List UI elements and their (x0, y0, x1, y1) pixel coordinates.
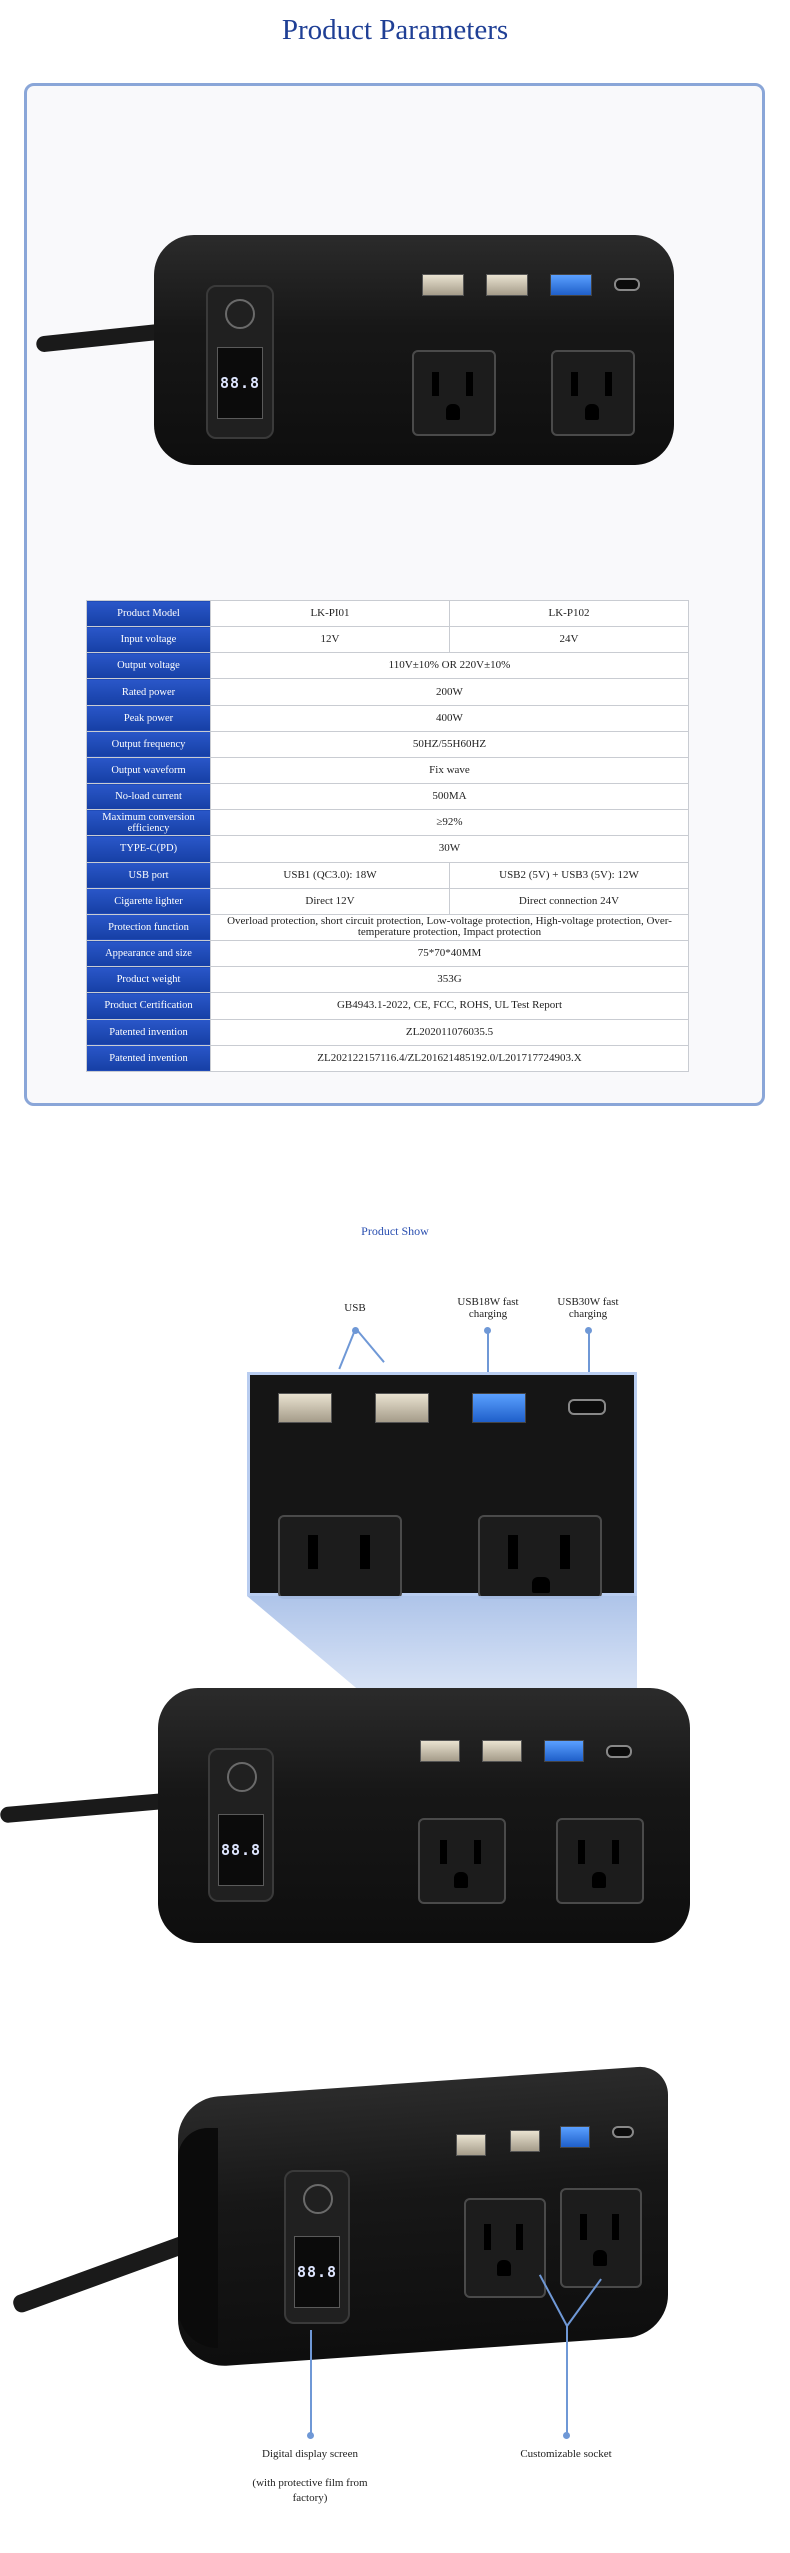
callout-line (588, 1330, 590, 1372)
spec-row (87, 784, 689, 810)
usb-fast-port (560, 2126, 590, 2148)
digital-display: 88.8 (217, 347, 263, 419)
spec-value: 200W (211, 679, 689, 705)
product-photo-middle (0, 1688, 700, 1948)
spec-label: Output frequency (87, 731, 211, 757)
callout-dot (563, 2432, 570, 2439)
ac-socket-1 (278, 1515, 402, 1599)
spec-row (87, 705, 689, 731)
spec-value: 75*70*40MM (211, 941, 689, 967)
digital-display: 88.8 (218, 1814, 264, 1886)
spec-row (87, 862, 689, 888)
spec-label: Patented invention (87, 1045, 211, 1071)
ac-socket-1 (412, 350, 496, 436)
spec-value: LK-PI01 (211, 601, 450, 627)
spec-label: No-load current (87, 784, 211, 810)
spec-value: USB1 (QC3.0): 18W (211, 862, 450, 888)
spec-value: 500MA (211, 784, 689, 810)
spec-row (87, 601, 689, 627)
spec-label: TYPE-C(PD) (87, 836, 211, 862)
usb-c-port (612, 2126, 634, 2138)
usb-port-2 (482, 1740, 522, 1762)
spec-value: 400W (211, 705, 689, 731)
usb-port-1 (422, 274, 464, 296)
spec-value: 353G (211, 967, 689, 993)
control-panel (206, 285, 274, 439)
spec-value: 50HZ/55H60HZ (211, 731, 689, 757)
power-icon (303, 2184, 333, 2214)
spec-row (87, 731, 689, 757)
spec-table (86, 600, 689, 1072)
zoom-panel (247, 1372, 637, 1596)
spec-row (87, 941, 689, 967)
spec-value: ZL202122157116.4/ZL201621485192.0/L201717724903.X (211, 1045, 689, 1071)
spec-label: Product weight (87, 967, 211, 993)
spec-value: ≥92% (211, 810, 689, 836)
usb-port-2 (375, 1393, 429, 1423)
spec-row (87, 914, 689, 940)
callout-line (310, 2330, 312, 2434)
spec-value: 30W (211, 836, 689, 862)
spec-label: Output voltage (87, 653, 211, 679)
callout-line (487, 1330, 489, 1372)
power-cable (0, 1793, 170, 1824)
section-title: Product Show (361, 1224, 429, 1238)
spec-row (87, 993, 689, 1019)
callout-line (356, 1329, 385, 1362)
digital-display: 88.8 (294, 2236, 340, 2308)
spec-label: Rated power (87, 679, 211, 705)
usb-c-port (606, 1745, 632, 1758)
power-cable (36, 323, 167, 353)
spec-row (87, 810, 689, 836)
callout-dot (307, 2432, 314, 2439)
spec-row (87, 1045, 689, 1071)
power-cable (11, 2229, 205, 2314)
spec-row (87, 627, 689, 653)
usb-fast-port (472, 1393, 526, 1423)
spec-label: USB port (87, 862, 211, 888)
spec-value: 110V±10% OR 220V±10% (211, 653, 689, 679)
callout-usb: USB (344, 1302, 366, 1314)
spec-value: Direct 12V (211, 888, 450, 914)
usb-c-port (568, 1399, 606, 1415)
callout-line (338, 1330, 356, 1370)
spec-label: Input voltage (87, 627, 211, 653)
usb-fast-port (550, 274, 592, 296)
spec-label: Protection function (87, 914, 211, 940)
ac-socket-2 (551, 350, 635, 436)
socket-caption: Customizable socket (520, 2448, 612, 2460)
control-panel (284, 2170, 350, 2324)
spec-value: 12V (211, 627, 450, 653)
spec-row (87, 888, 689, 914)
spec-label: Product Model (87, 601, 211, 627)
usb-port-1 (278, 1393, 332, 1423)
spec-row (87, 967, 689, 993)
ac-socket-2 (560, 2188, 642, 2288)
ac-socket-1 (418, 1818, 506, 1904)
spec-value: USB2 (5V) + USB3 (5V): 12W (450, 862, 689, 888)
spec-row (87, 653, 689, 679)
spec-label: Product Certification (87, 993, 211, 1019)
spec-row (87, 1019, 689, 1045)
spec-row (87, 836, 689, 862)
power-icon (227, 1762, 257, 1792)
usb-fast-port (544, 1740, 584, 1762)
spec-label: Maximum conversion efficiency (87, 810, 211, 836)
spec-row (87, 757, 689, 783)
control-panel (208, 1748, 274, 1902)
ac-socket-2 (478, 1515, 602, 1599)
spec-row (87, 679, 689, 705)
spec-label: Peak power (87, 705, 211, 731)
ac-socket-1 (464, 2198, 546, 2298)
product-photo-bottom (0, 2068, 700, 2368)
usb-port-1 (420, 1740, 460, 1762)
device-endcap (178, 2128, 218, 2348)
ac-socket-2 (556, 1818, 644, 1904)
display-caption: Digital display screen (262, 2448, 358, 2460)
spec-value: LK-P102 (450, 601, 689, 627)
callout-usb30: USB30W fast charging (557, 1296, 619, 1320)
spec-value: Overload protection, short circuit protection, Low-voltage protection, High-voltage protection, Over-temperature protection, Impact protection (211, 914, 689, 940)
usb-port-2 (510, 2130, 540, 2152)
spec-value: ZL202011076035.5 (211, 1019, 689, 1045)
spec-label: Cigarette lighter (87, 888, 211, 914)
product-photo-top (36, 210, 676, 490)
spec-value: Direct connection 24V (450, 888, 689, 914)
callout-line (566, 2326, 568, 2434)
power-icon (225, 299, 255, 329)
page-title: Product Parameters (281, 14, 509, 46)
usb-port-2 (486, 274, 528, 296)
display-note: (with protective film from factory) (252, 2477, 368, 2504)
spec-value: Fix wave (211, 757, 689, 783)
spec-value: GB4943.1-2022, CE, FCC, ROHS, UL Test Report (211, 993, 689, 1019)
usb-port-1 (456, 2134, 486, 2156)
spec-label: Appearance and size (87, 941, 211, 967)
spec-label: Patented invention (87, 1019, 211, 1045)
spec-value: 24V (450, 627, 689, 653)
usb-c-port (614, 278, 640, 291)
spec-label: Output waveform (87, 757, 211, 783)
zoom-highlight (247, 1596, 637, 1688)
callout-usb18: USB18W fast charging (457, 1296, 519, 1320)
